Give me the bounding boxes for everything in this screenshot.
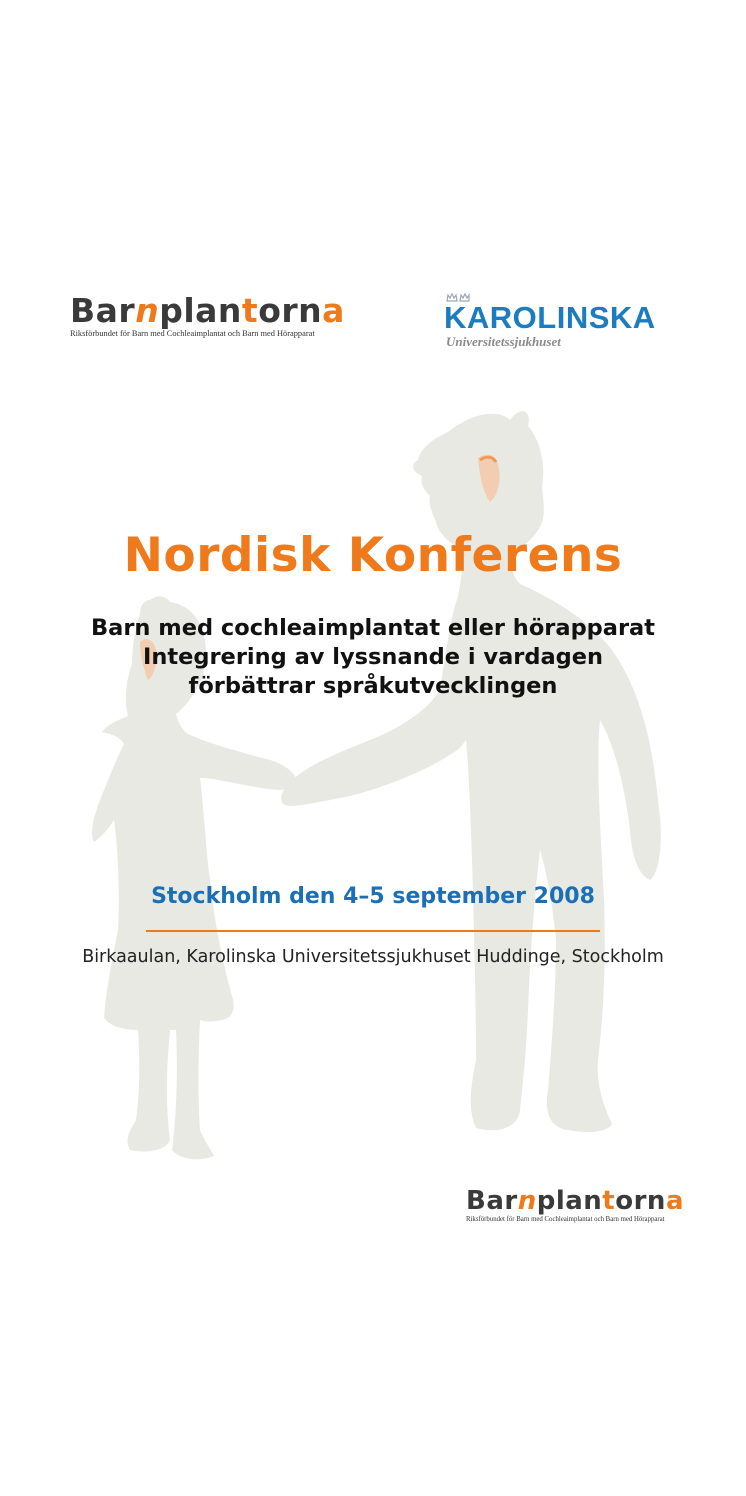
karolinska-name: KAROLINSKA [444,300,656,335]
barnplantorna-wordmark: Barnplantorna [466,1186,684,1216]
conference-venue: Birkaaulan, Karolinska Universitetssjukhuset Huddinge, Stockholm [82,947,664,967]
conference-title: Nordisk Konferens [123,528,623,583]
barnplantorna-logo-top [70,291,345,338]
subtitle-line: Integrering av lyssnande i vardagen [142,644,604,670]
divider [146,930,600,932]
subtitle-line: förbättrar språkutvecklingen [188,673,558,699]
barnplantorna-logo-bottom [466,1186,684,1223]
barnplantorna-wordmark: Barnplantorna [70,291,345,330]
barnplantorna-tagline: Riksförbundet för Barn med Cochleaimplantat och Barn med Hörapparat [466,1216,665,1223]
subtitle-line: Barn med cochleaimplantat eller hörapparat [91,615,655,641]
conference-subtitle [0,614,746,701]
conference-date: Stockholm den 4–5 september 2008 [151,884,595,909]
barnplantorna-tagline: Riksförbundet för Barn med Cochleaimplantat och Barn med Hörapparat [70,329,315,338]
karolinska-subtitle: Universitetssjukhuset [446,334,561,349]
